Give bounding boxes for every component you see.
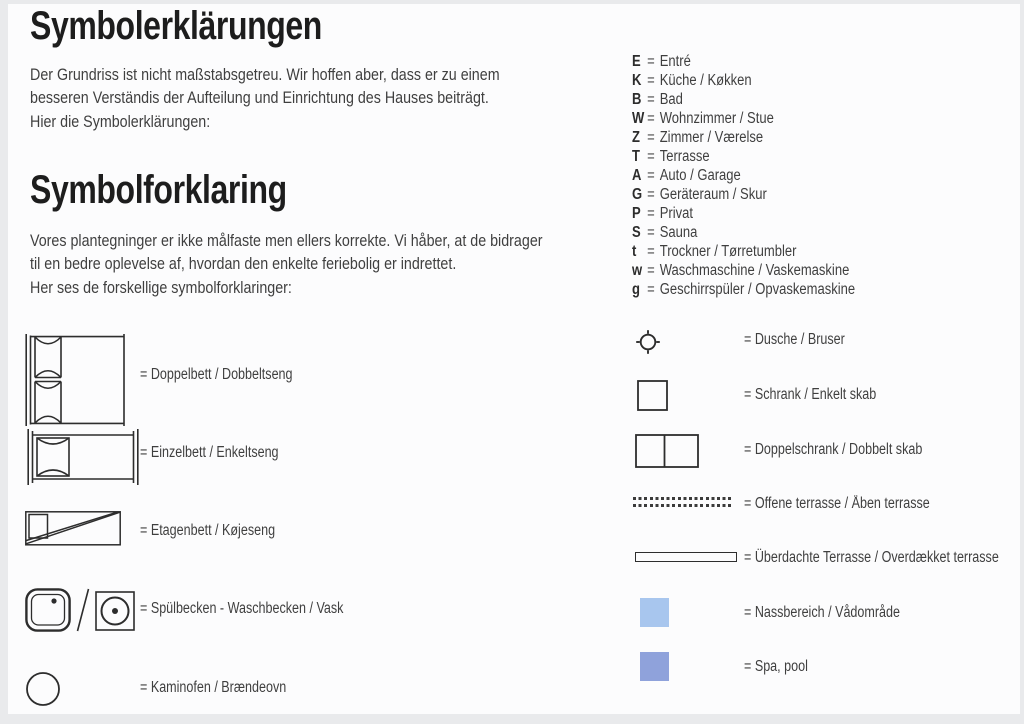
equals-sign: = [647,262,655,279]
legend-label-double-cabinet: = Doppelschrank / Dobbelt skab [744,441,923,458]
double-cabinet-icon [635,434,699,468]
german-intro-line2: besseren Verständis der Aufteilung und Einrichtung des Hauses beiträgt. [30,88,489,108]
covered-terrace-icon [635,552,737,562]
equals-sign: = [647,281,655,298]
abbreviation-label: Zimmer / Værelse [659,129,764,146]
abbreviation-letter: G [632,186,643,203]
open-terrace-dot-row [633,504,734,507]
legend-label-single-bed: = Einzelbett / Enkeltseng [140,444,279,461]
kitchen-sink-icon [25,588,71,632]
open-terrace-icon [633,497,734,508]
abbreviation-label: Waschmaschine / Vaskemaskine [659,262,850,279]
abbreviation-row-s [632,224,1018,243]
abbreviation-letter: K [632,72,642,89]
equals-sign: = [647,243,655,260]
legend-label-wood-stove: = Kaminofen / Brændeovn [140,679,287,696]
abbreviation-letter: g [632,281,640,298]
abbreviation-row-trockner [632,243,1018,262]
open-terrace-dot-row [633,497,734,500]
legend-label-spa-pool: = Spa, pool [744,658,808,675]
abbreviation-label: Geräteraum / Skur [659,186,767,203]
abbreviation-row-waschmaschine [632,262,1018,281]
equals-sign: = [647,72,655,89]
abbreviation-label: Geschirrspüler / Opvaskemaskine [659,281,856,298]
abbreviation-label: Privat [659,205,694,222]
abbreviation-label: Wohnzimmer / Stue [659,110,774,127]
bunk-bed-icon [25,511,121,546]
legend-label-wet-area: = Nassbereich / Vådområde [744,604,900,621]
danish-intro [30,229,543,299]
abbreviation-row-z [632,129,1018,148]
abbreviation-letter: P [632,205,641,222]
wood-stove-icon [25,671,61,707]
abbreviation-label: Küche / Køkken [659,72,752,89]
german-intro-line3: Hier die Symbolerklärungen: [30,111,211,131]
abbreviation-row-k [632,72,1018,91]
sink-washbasin-icon-group [25,585,135,635]
single-cabinet-icon [637,380,668,411]
abbreviation-letter: T [632,148,640,165]
abbreviation-label: Trockner / Tørretumbler [659,243,797,260]
legend-label-sink: = Spülbecken - Waschbecken / Vask [140,600,344,617]
abbreviation-row-g [632,186,1018,205]
legend-label-covered-terrace: = Überdachte Terrasse / Overdækket terrasse [744,549,999,566]
legend-label-open-terrace: = Offene terrasse / Åben terrasse [744,495,930,512]
danish-intro-line1: Vores plantegninger er ikke målfaste men ellers korrekte. Vi håber, at de bidrager [30,231,543,250]
washbasin-icon [95,591,135,631]
abbreviation-label: Terrasse [659,148,710,165]
abbreviation-letter: t [632,243,637,260]
equals-sign: = [647,167,655,184]
german-intro [30,63,500,133]
abbreviation-row-e [632,53,1018,72]
equals-sign: = [647,110,655,127]
abbreviation-letter: Z [632,129,640,146]
german-title: Symbolerklärungen [30,4,322,48]
abbreviation-letter: w [632,262,643,279]
single-bed-icon [27,429,139,485]
abbreviation-row-a [632,167,1018,186]
abbreviation-label: Bad [659,91,683,108]
abbreviation-list [632,53,1018,300]
equals-sign: = [647,224,655,241]
legend-label-double-bed: = Doppelbett / Dobbeltseng [140,366,293,383]
slash-separator [75,587,91,633]
abbreviation-row-geschirrspueler [632,281,1018,300]
abbreviation-letter: W [632,110,645,127]
abbreviation-label: Sauna [659,224,698,241]
abbreviation-row-w [632,110,1018,129]
double-bed-icon [25,334,129,426]
equals-sign: = [647,91,655,108]
danish-title: Symbolforklaring [30,168,287,212]
danish-intro-line3: Her ses de forskellige symbolforklaringer: [30,277,292,297]
abbreviation-letter: E [632,53,641,70]
equals-sign: = [647,205,655,222]
equals-sign: = [647,148,655,165]
abbreviation-row-p [632,205,1018,224]
danish-intro-line2: til en bedre oplevelse af, hvordan den enkelte feriebolig er indrettet. [30,254,457,274]
equals-sign: = [647,53,655,70]
spa-pool-icon [640,652,669,681]
wet-area-icon [640,598,669,627]
abbreviation-row-b [632,91,1018,110]
equals-sign: = [647,186,655,203]
abbreviation-row-t [632,148,1018,167]
legend-label-single-cabinet: = Schrank / Enkelt skab [744,386,877,403]
document-page [8,4,1020,714]
legend-label-bunk-bed: = Etagenbett / Køjeseng [140,522,276,539]
equals-sign: = [647,129,655,146]
abbreviation-label: Auto / Garage [659,167,741,184]
shower-icon [634,328,662,356]
abbreviation-letter: A [632,167,642,184]
legend-label-shower: = Dusche / Bruser [744,331,845,348]
abbreviation-letter: B [632,91,642,108]
abbreviation-label: Entré [659,53,691,70]
german-intro-line1: Der Grundriss ist nicht maßstabsgetreu. Wir hoffen aber, dass er zu einem [30,65,500,84]
abbreviation-letter: S [632,224,641,241]
